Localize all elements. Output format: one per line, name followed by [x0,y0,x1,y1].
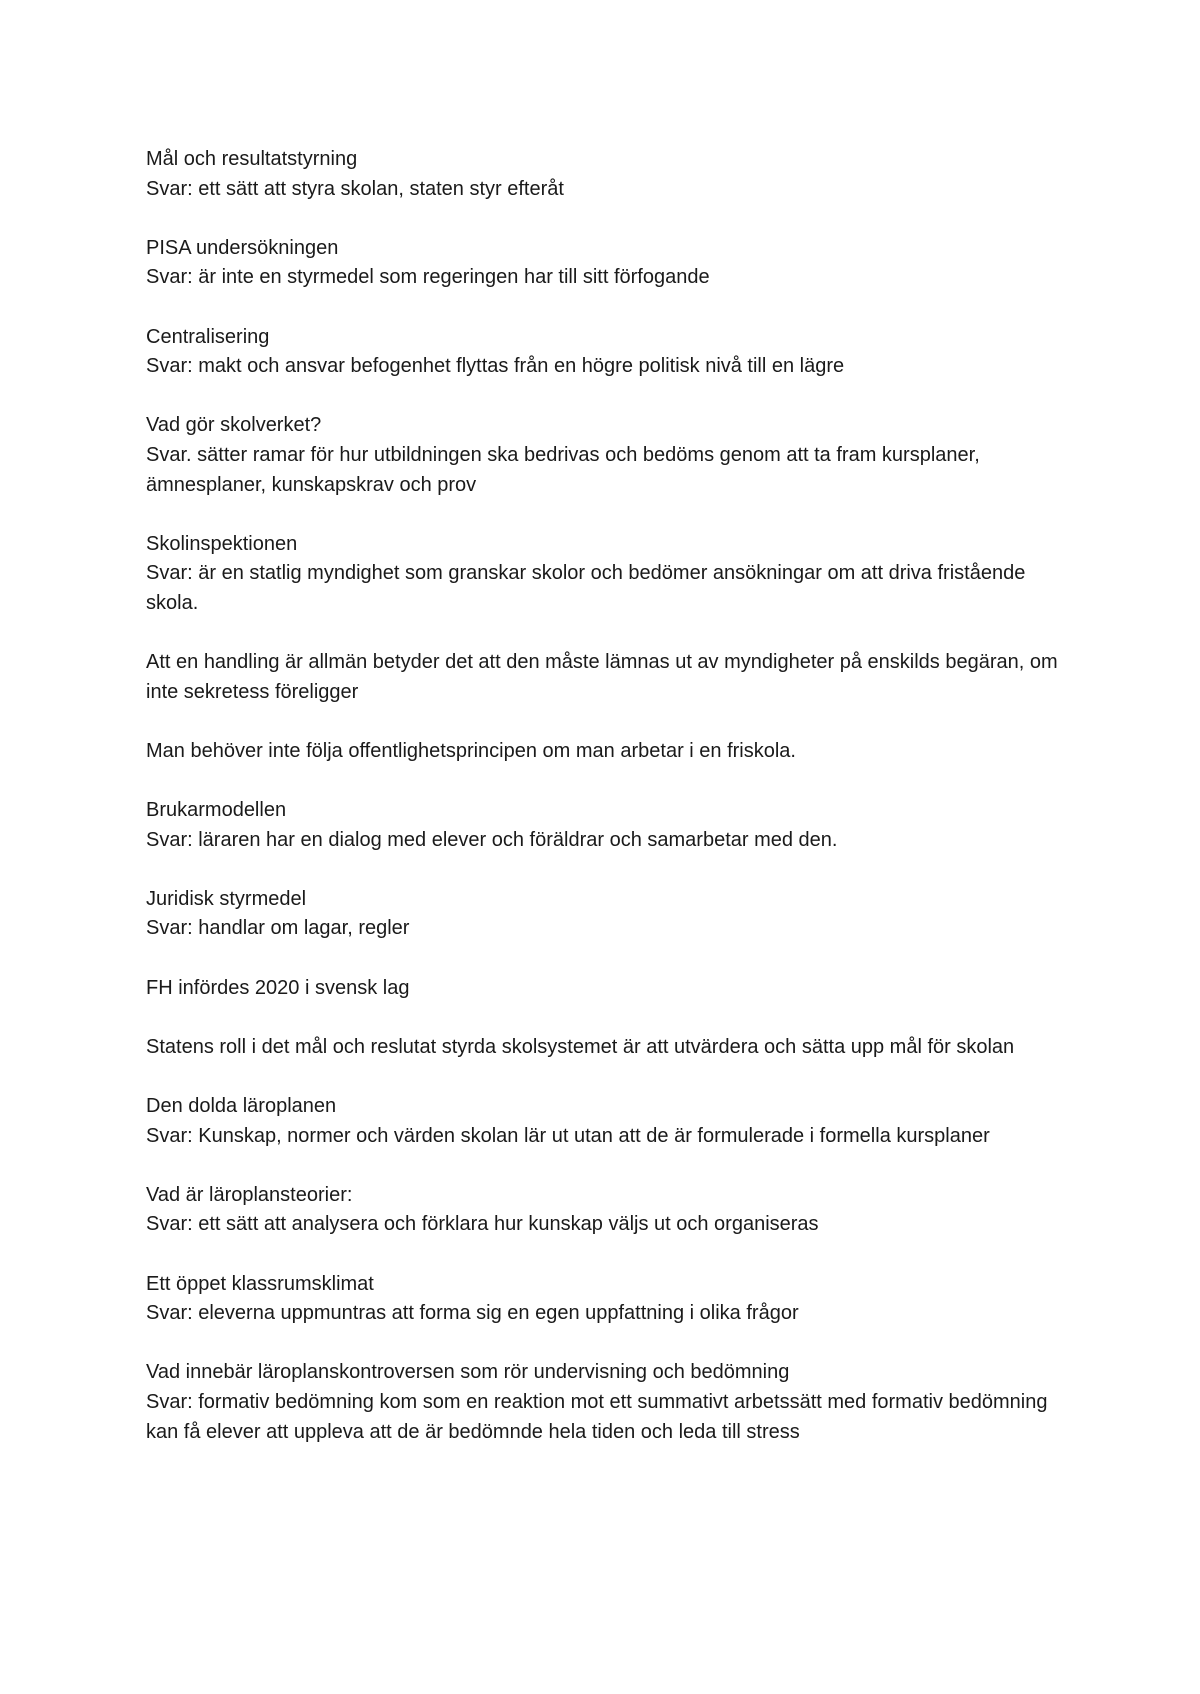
question-text: Ett öppet klassrumsklimat [146,1272,374,1295]
qa-block-5 [146,530,1066,619]
question-text: Mål och resultatstyrning [146,148,358,170]
answer-text: Svar: handlar om lagar, regler [146,917,410,940]
qa-block-3 [146,323,1066,382]
qa-block-9 [146,885,1066,944]
qa-block-2 [146,234,1066,293]
statement-text: FH infördes 2020 i svensk lag [146,976,410,999]
answer-text: Svar: är en statlig myndighet som granskar skolor och bedömer ansökningar om att driva fristående skola. [146,562,1026,614]
answer-text: Svar. sätter ramar för hur utbildningen ska bedrivas och bedöms genom att ta fram kursplaner, ämnesplaner, kunskapskrav och prov [146,443,980,496]
qa-block-12 [146,1092,1066,1151]
statement-text: Man behöver inte följa offentlighetsprincipen om man arbetar i en friskola. [146,739,796,762]
question-text: Skolinspektionen [146,532,298,555]
answer-text: Svar: läraren har en dialog med elever och föräldrar och samarbetar med den. [146,828,838,851]
qa-block-15 [146,1358,1066,1447]
question-text: PISA undersökningen [146,236,339,259]
answer-text: Svar: eleverna uppmuntras att forma sig en egen uppfattning i olika frågor [146,1302,799,1325]
question-text: Brukarmodellen [146,799,287,822]
answer-text: Svar: ett sätt att analysera och förklara hur kunskap väljs ut och organiseras [146,1213,819,1236]
question-text: Vad gör skolverket? [146,414,322,437]
statement-text: Att en handling är allmän betyder det att den måste lämnas ut av myndigheter på enskilds begäran, om inte sekretess föreligger [146,651,1058,703]
statement-block-6 [146,648,1066,707]
question-text: Centralisering [146,325,270,348]
statement-block-10 [146,974,1066,1004]
qa-block-4 [146,411,1066,500]
qa-block-13 [146,1181,1066,1240]
answer-text: Svar: Kunskap, normer och värden skolan lär ut utan att de är formulerade i formella kursplaner [146,1124,990,1147]
question-text: Juridisk styrmedel [146,887,307,910]
question-text: Vad innebär läroplanskontroversen som rör undervisning och bedömning [146,1361,790,1384]
question-text: Vad är läroplansteorier: [146,1183,353,1206]
answer-text: Svar: formativ bedömning kom som en reaktion mot ett summativt arbetssätt med formativ bedömning kan få elever att uppleva att de är bedömnde hela tiden och leda till stress [146,1390,1048,1443]
question-text: Den dolda läroplanen [146,1095,337,1117]
statement-text: Statens roll i det mål och reslutat styrda skolsystemet är att utvärdera och sätta upp mål för skolan [146,1035,1015,1058]
qa-block-8 [146,796,1066,855]
document-page [146,145,1066,1477]
qa-block-1 [146,145,1066,204]
statement-block-11 [146,1033,1066,1063]
answer-text: Svar: är inte en styrmedel som regeringen har till sitt förfogande [146,266,710,289]
answer-text: Svar: ett sätt att styra skolan, staten styr efteråt [146,177,564,200]
statement-block-7 [146,737,1066,767]
qa-block-14 [146,1270,1066,1329]
answer-text: Svar: makt och ansvar befogenhet flyttas från en högre politisk nivå till en lägre [146,355,845,378]
